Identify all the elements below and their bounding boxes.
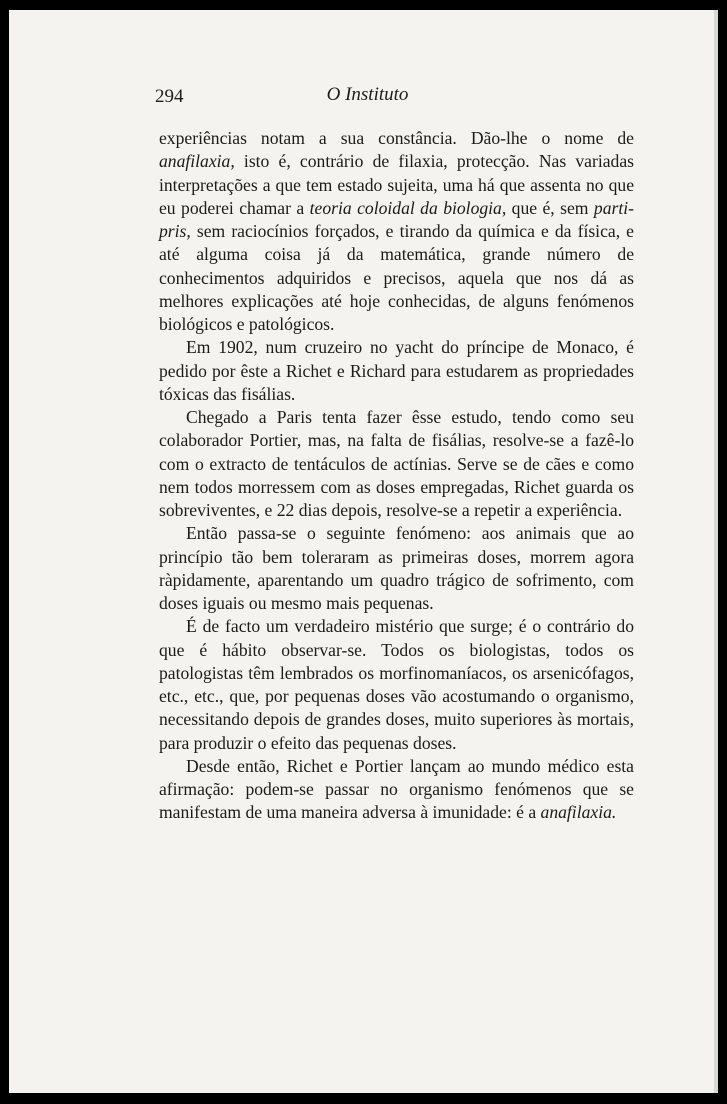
- italic-term: parti-pris,: [159, 197, 634, 241]
- text-run: Chegado a Paris tenta fazer êsse estudo, tendo como seu colaborador Portier, mas, na falta de fisálias, resolve-se a fazê-lo com o extracto de tentáculos de actínias. Serve se de cães e como nem todos morressem com as doses empregadas, Richet guarda os sobreviventes, e 22 dias depois, resolve-se a repetir a experiência.: [159, 407, 634, 520]
- text-run: sem raciocínios forçados, e tirando da química e da física, e até alguma coisa já da matemática, grande número de conhecimentos adquiridos e precisos, aquela que nos dá as melhores explicações até hoje conhecidas, de alguns fenómenos biológicos e patológicos.: [159, 221, 634, 334]
- text-run: que é, sem: [506, 197, 594, 218]
- italic-term: teoria coloidal da biologia,: [309, 197, 507, 218]
- paragraph: [159, 522, 634, 615]
- paragraph: [159, 615, 634, 755]
- text-run: Em 1902, num cruzeiro no yacht do príncipe de Monaco, é pedido por êste a Richet e Richard para estudarem as propriedades tóxicas das fisálias.: [159, 337, 634, 404]
- text-run: Desde então, Richet e Portier lançam ao mundo médico esta afirmação: podem-se passar no organismo fenómenos que se manifestam de uma maneira adversa à imunidade: é a: [159, 755, 634, 823]
- paragraph: [159, 336, 634, 406]
- paragraph: [159, 406, 634, 522]
- text-run: Então passa-se o seguinte fenómeno: aos animais que ao princípio tão bem toleraram as primeiras doses, morrem agora ràpidamente, aparentando um quadro trágico de sofrimento, com doses iguais ou mesmo mais pequenas.: [159, 523, 634, 613]
- italic-term: anafilaxia,: [159, 151, 235, 172]
- body-text: [159, 127, 634, 825]
- text-run: experiências notam a sua constância. Dão-lhe o nome de: [159, 128, 634, 148]
- text-run: É de facto um verdadeiro mistério que surge; é o contrário do que é hábito observar-se. Todos os biologistas, todos os patologistas têm lembrados os morfinomaníacos, os arsenicófagos, etc., etc., que, por pequenas doses vão acostumando o organismo, necessitando depois de grandes doses, muito superiores às mortais, para produzir o efeito das pequenas doses.: [159, 616, 634, 753]
- journal-title: O Instituto: [326, 84, 409, 105]
- italic-term: anafilaxia.: [540, 802, 617, 823]
- running-head: [9, 86, 714, 110]
- paragraph: [159, 127, 634, 336]
- book-page: [9, 10, 718, 1093]
- text-run: isto é, contrário de filaxia, protecção. Nas variadas interpretações a que tem estado sujeita, uma há que assenta no que eu poderei chamar a: [159, 151, 634, 218]
- page-number: 294: [155, 86, 184, 107]
- paragraph: [159, 755, 634, 825]
